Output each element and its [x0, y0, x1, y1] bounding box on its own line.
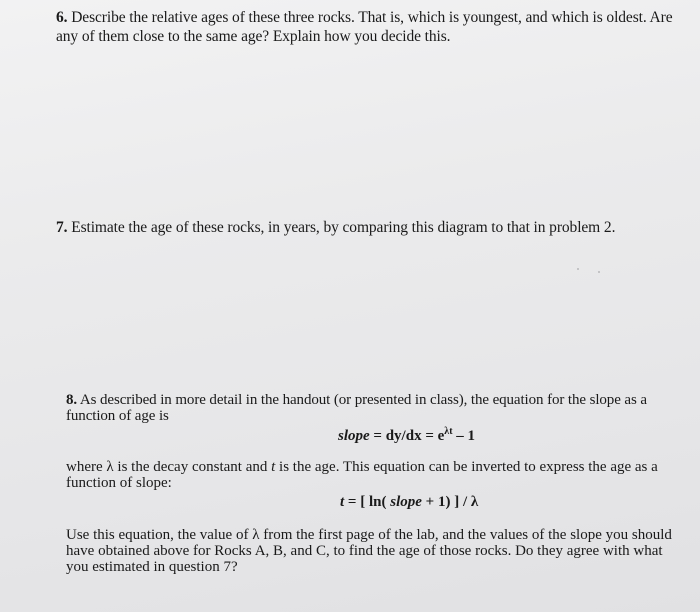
question-6-number: 6. — [56, 9, 68, 26]
slope-equation-rhs: – 1 — [452, 428, 476, 444]
age-equation-part1: = [ ln( — [344, 494, 391, 510]
question-7-text: Estimate the age of these rocks, in years, by comparing this diagram to that in problem 2. — [71, 219, 616, 236]
age-equation-lhs: t — [340, 494, 345, 510]
smudge-dot — [598, 271, 600, 273]
question-8-number: 8. — [66, 392, 78, 408]
slope-equation — [338, 426, 475, 445]
use-paragraph: Use this equation, the value of λ from the first page of the lab, and the values of the slope you should have obtained above for Rocks A, B, and C, to find the age of those rocks. Do they agree with what you estimated in question 7? — [66, 527, 672, 575]
question-7-number: 7. — [56, 219, 68, 236]
where-paragraph — [66, 459, 676, 491]
age-equation-part2: + 1) ] / λ — [421, 494, 479, 510]
where-text-2: is the age. This equation can be inverted to express the age as a function of slope: — [66, 459, 658, 491]
age-equation-slope: slope — [390, 494, 422, 510]
question-8-text: As described in more detail in the handout (or presented in class), the equation for the slope as a function of age is — [66, 392, 647, 424]
question-7 — [56, 218, 676, 237]
slope-equation-lhs: slope — [338, 428, 370, 444]
where-t: t — [271, 459, 276, 475]
age-equation — [340, 494, 478, 511]
question-6 — [56, 8, 676, 46]
slope-equation-exponent: λt — [444, 426, 453, 437]
question-8 — [66, 392, 676, 424]
slope-equation-middle: = dy/dx = e — [369, 428, 445, 444]
smudge-dot — [577, 268, 579, 270]
question-6-text: Describe the relative ages of these three rocks. That is, which is youngest, and which is oldest. Are any of them close to the same age? Explain how you decide this. — [56, 9, 673, 45]
where-text-1: where λ is the decay constant and — [66, 459, 272, 475]
